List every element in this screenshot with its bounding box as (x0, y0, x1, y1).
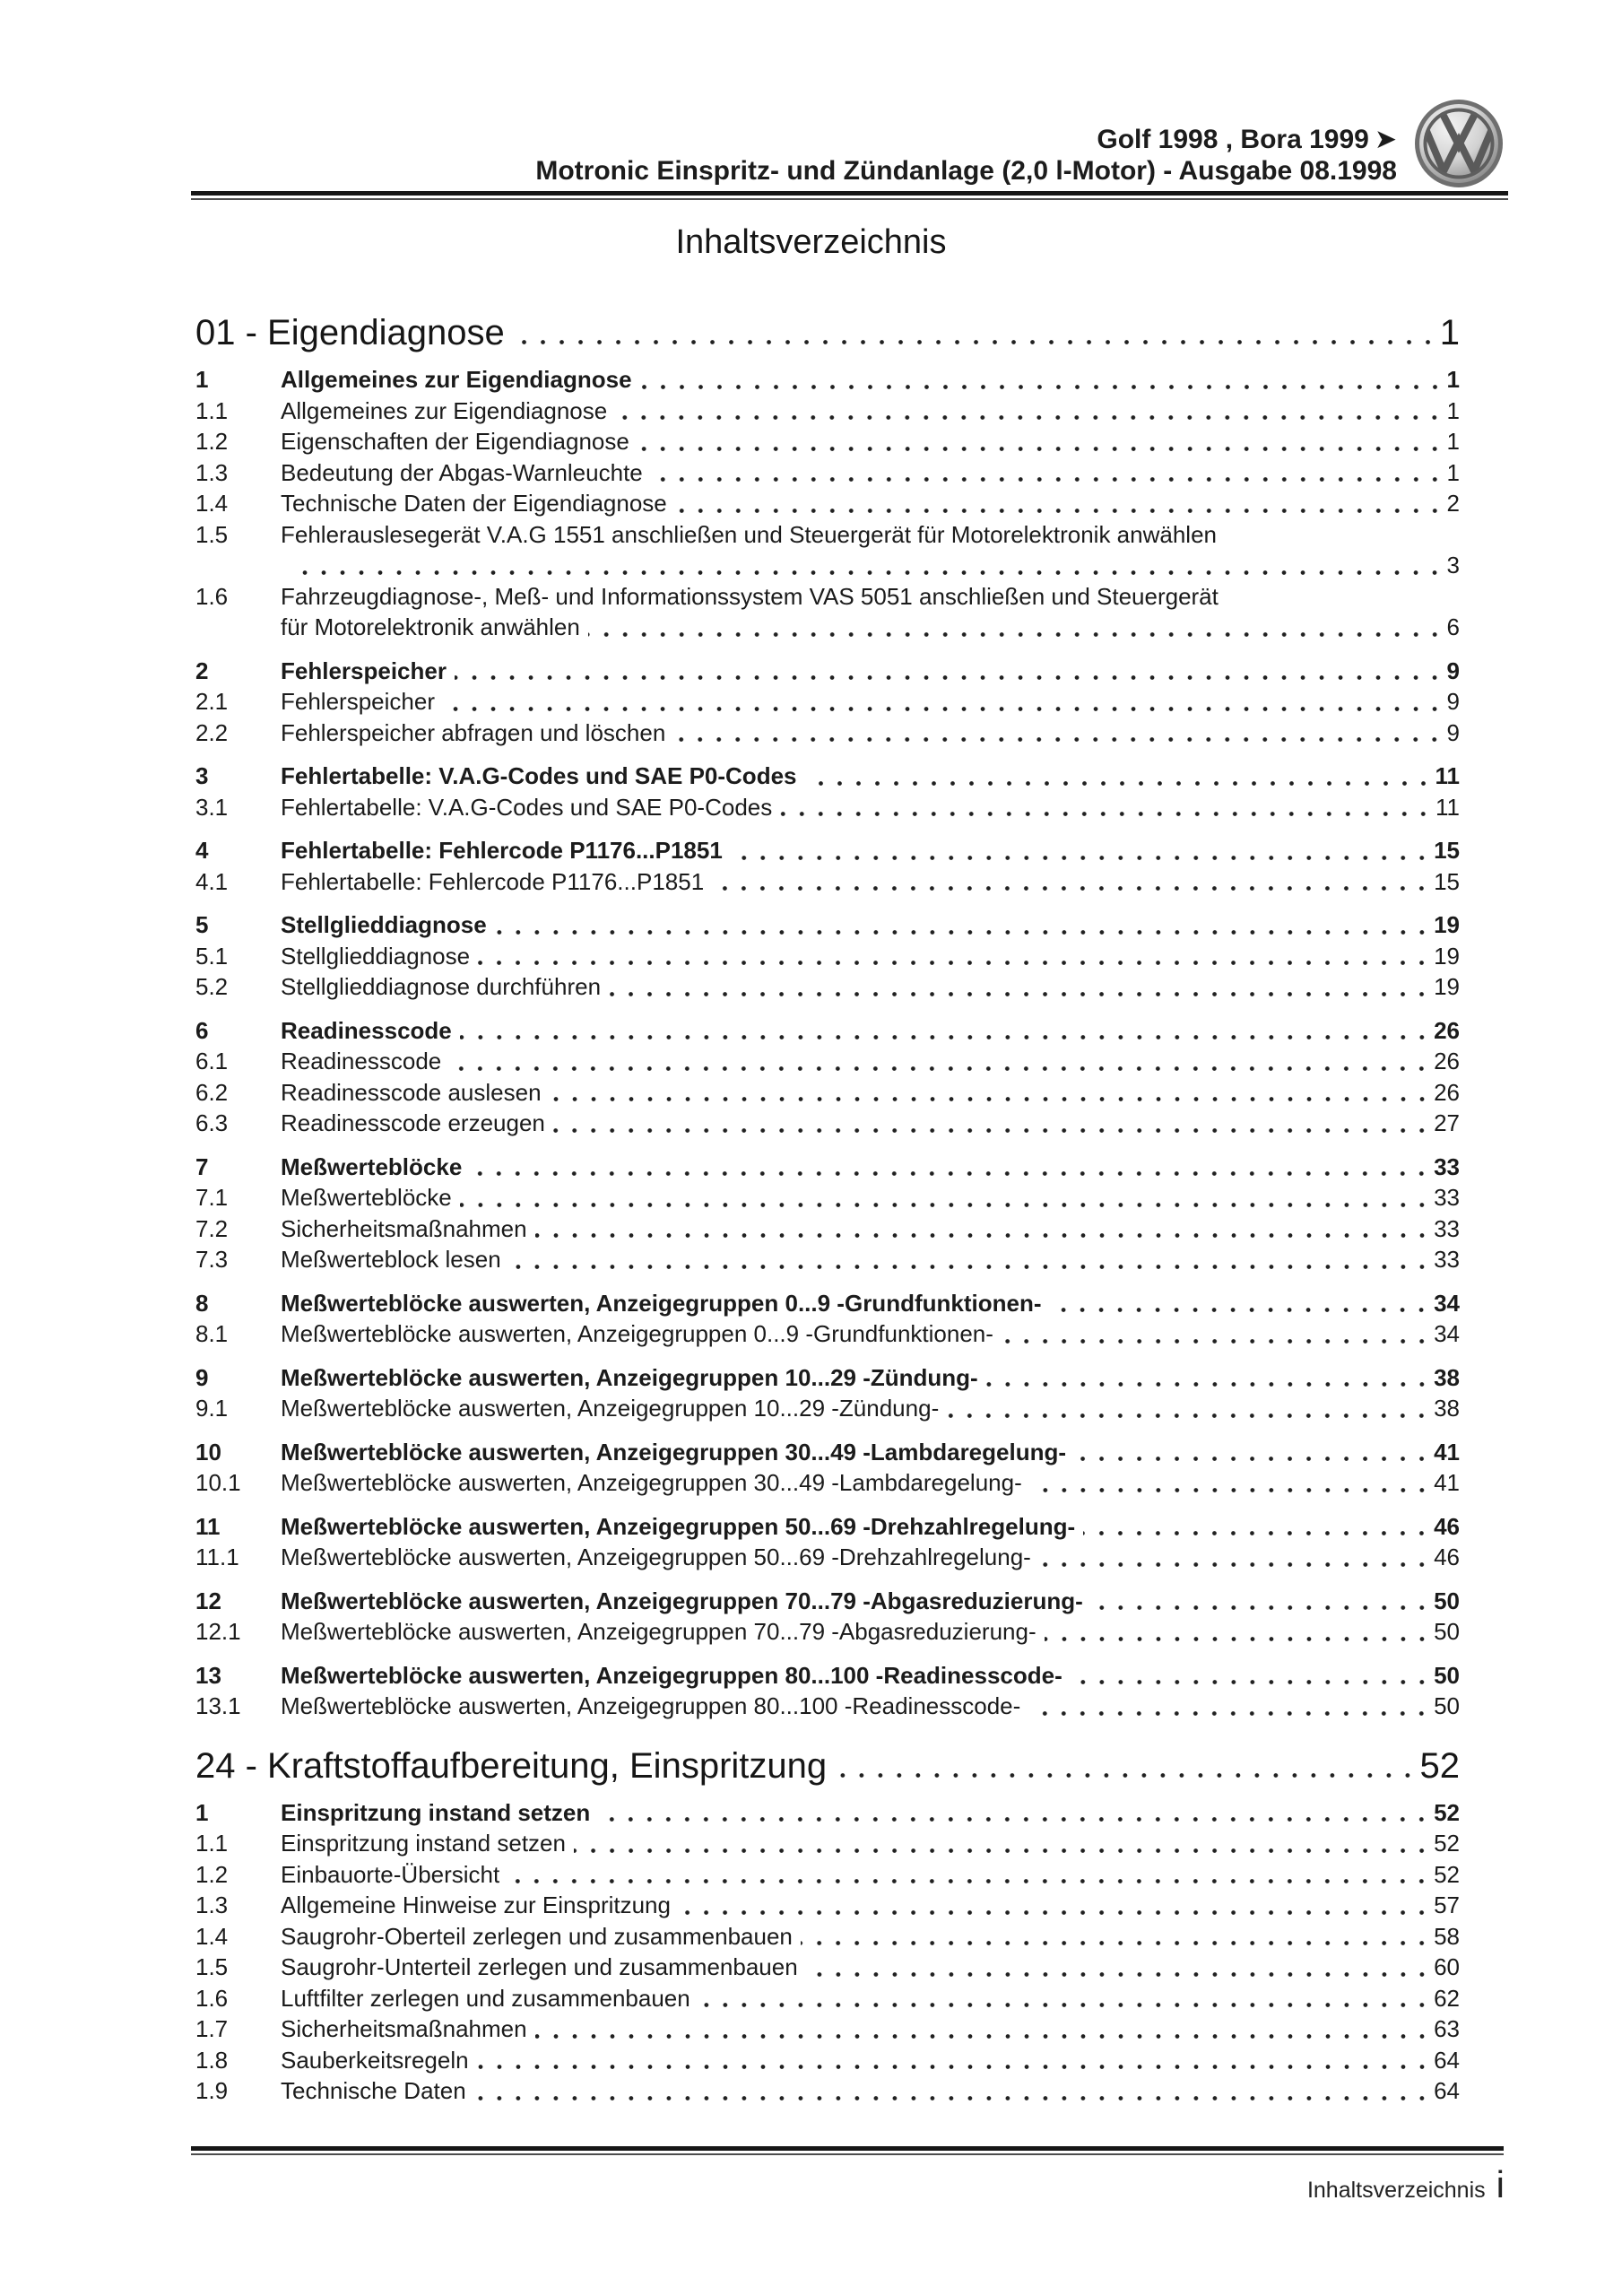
entry-title: Sicherheitsmaßnahmen (281, 1214, 527, 1242)
entry-title: Stellglieddiagnose (281, 942, 471, 970)
dot-leader (460, 1202, 1431, 1208)
chapter-page-number: 52 (1419, 1745, 1460, 1786)
dot-leader (640, 384, 1444, 390)
toc-entry (195, 1288, 1460, 1319)
entry-number: 13 (195, 1661, 221, 1689)
entry-number: 1.5 (195, 1953, 229, 1980)
entry-number: 1.5 (195, 520, 229, 548)
dot-leader (507, 1878, 1431, 1884)
entry-page-number: 27 (1434, 1109, 1460, 1136)
toc-entry (195, 1511, 1460, 1543)
entry-title: Readinesscode (281, 1048, 442, 1074)
dot-leader (449, 1065, 1431, 1072)
entry-title: Stellglieddiagnose (281, 911, 487, 938)
toc (195, 312, 1460, 2107)
entry-number: 1.1 (195, 396, 229, 424)
entry-number: 8 (195, 1289, 209, 1317)
entry-number: 1.3 (195, 458, 229, 486)
dot-leader (673, 736, 1444, 743)
toc-entry (195, 581, 1460, 613)
entry-page-number: 41 (1434, 1438, 1460, 1465)
entry-number: 1.4 (195, 1922, 229, 1950)
vw-logo (1414, 99, 1504, 188)
footer-label: Inhaltsverzeichnis (1306, 2178, 1486, 2203)
entry-title: Fehlertabelle: V.A.G-Codes und SAE P0-Codes (281, 793, 773, 821)
dot-leader (1028, 1710, 1431, 1717)
dot-leader (553, 1127, 1431, 1134)
forward-arrow-icon: ➤ (1374, 125, 1397, 154)
entry-title: Meßwerteblöcke auswerten, Anzeigegruppen 80...100 -Readinesscode- (281, 1661, 1063, 1689)
entry-title: Meßwerteblöcke auswerten, Anzeigegruppen 70...79 -Abgasreduzierung- (281, 1587, 1083, 1614)
entry-page-number: 50 (1434, 1661, 1460, 1689)
entry-number: 13.1 (195, 1692, 241, 1719)
toc-entry (195, 1983, 1460, 2014)
entry-page-number: 33 (1434, 1246, 1460, 1273)
toc-entry (195, 686, 1460, 718)
entry-page-number: 1 (1446, 458, 1460, 486)
dot-leader (1030, 1487, 1431, 1493)
entry-number: 1.6 (195, 1984, 229, 2012)
entry-number: 1 (195, 1798, 209, 1826)
entry-title: Meßwerteblöcke auswerten, Anzeigegruppen 50...69 -Drehzahlregelung- (281, 1544, 1031, 1570)
toc-entry (195, 1362, 1460, 1394)
toc-entry (195, 718, 1460, 749)
dot-leader (478, 960, 1431, 966)
entry-number: 12 (195, 1587, 221, 1614)
entry-title: Meßwerteblöcke auswerten, Anzeigegruppen 70...79 -Abgasreduzierung- (281, 1618, 1037, 1645)
toc-entry (195, 396, 1460, 427)
entry-number: 3 (195, 762, 209, 789)
entry-page-number: 38 (1434, 1395, 1460, 1422)
page-title: Inhaltsverzeichnis (675, 223, 947, 261)
dot-leader (675, 508, 1444, 514)
entry-title: Fahrzeugdiagnose-, Meß- und Informationssystem VAS 5051 anschließen und Steuergerät (281, 582, 1219, 610)
toc-entry (195, 1952, 1460, 1983)
chapter-heading (195, 1745, 1460, 1787)
dot-leader (598, 1816, 1431, 1822)
toc-entry-continuation (195, 550, 1460, 581)
toc-entry (195, 1318, 1460, 1350)
entry-number: 1.2 (195, 428, 229, 455)
toc-entry (195, 426, 1460, 457)
entry-page-number: 63 (1434, 2015, 1460, 2042)
entry-title: Saugrohr-Unterteil zerlegen und zusammenbauen (281, 1953, 798, 1980)
entry-number: 10 (195, 1438, 221, 1465)
entry-number: 5.2 (195, 973, 229, 1000)
toc-entry (195, 457, 1460, 489)
entry-page-number: 33 (1434, 1184, 1460, 1211)
toc-entry (195, 761, 1460, 792)
entry-title: Meßwerteblöcke (281, 1152, 463, 1180)
entry-number: 11 (195, 1512, 221, 1540)
footer-page-number: i (1496, 2163, 1505, 2205)
toc-entry (195, 1586, 1460, 1617)
toc-entry (195, 1691, 1460, 1722)
entry-number: 10.1 (195, 1469, 241, 1496)
dot-leader (550, 1096, 1432, 1102)
toc-entry (195, 1077, 1460, 1109)
entry-page-number: 58 (1434, 1922, 1460, 1950)
dot-leader (574, 1848, 1431, 1854)
dot-leader (986, 1381, 1431, 1387)
chapter-heading (195, 312, 1460, 353)
entry-page-number: 1 (1446, 396, 1460, 424)
toc-entry (195, 1015, 1460, 1047)
toc-entry-continuation (195, 612, 1460, 643)
entry-page-number: 52 (1434, 1860, 1460, 1888)
dot-leader (1091, 1605, 1431, 1611)
entry-page-number: 52 (1434, 1830, 1460, 1857)
entry-title: Meßwerteblöcke auswerten, Anzeigegruppen 10...29 -Zündung- (281, 1395, 940, 1422)
entry-title: Technische Daten (281, 2077, 466, 2104)
dot-leader (535, 1232, 1432, 1239)
entry-title: Einspritzung instand setzen (281, 1830, 566, 1857)
entry-page-number: 19 (1434, 942, 1460, 970)
entry-title: Fehlertabelle: V.A.G-Codes und SAE P0-Codes (281, 762, 797, 789)
entry-title-continued: für Motorelektronik anwählen (281, 613, 580, 640)
entry-number: 3.1 (195, 793, 229, 821)
header-text-block (535, 124, 1397, 187)
entry-page-number: 6 (1446, 613, 1460, 640)
entry-page-number: 41 (1434, 1469, 1460, 1496)
entry-title: Saugrohr-Oberteil zerlegen und zusammenbauen (281, 1922, 793, 1950)
dot-leader (1049, 1307, 1431, 1313)
dot-leader (588, 631, 1444, 638)
entry-title: Technische Daten der Eigendiagnose (281, 490, 667, 517)
entry-number: 6 (195, 1016, 209, 1044)
entry-title: Fehlerspeicher abfragen und löschen (281, 718, 666, 746)
dot-leader (477, 2064, 1432, 2070)
entry-title: Eigenschaften der Eigendiagnose (281, 428, 629, 455)
entry-page-number: 52 (1434, 1798, 1460, 1826)
entry-title: Readinesscode erzeugen (281, 1109, 545, 1136)
entry-number: 1.7 (195, 2015, 229, 2042)
entry-page-number: 46 (1434, 1512, 1460, 1540)
entry-page-number: 50 (1434, 1692, 1460, 1719)
entry-page-number: 1 (1446, 366, 1460, 393)
toc-entry (195, 1660, 1460, 1692)
entry-title: Allgemeine Hinweise zur Einspritzung (281, 1892, 671, 1918)
entry-number: 4 (195, 837, 209, 864)
dot-leader (805, 780, 1433, 787)
entry-number: 7.3 (195, 1246, 229, 1273)
toc-entry (195, 2013, 1460, 2045)
entry-page-number: 64 (1434, 2046, 1460, 2074)
toc-section (195, 1745, 1460, 2107)
dot-leader (712, 885, 1431, 891)
dot-leader (1002, 1338, 1431, 1344)
toc-entry (195, 1393, 1460, 1424)
entry-title: Meßwerteblöcke auswerten, Anzeigegruppen 0...9 -Grundfunktionen- (281, 1289, 1042, 1317)
toc-entry (195, 1616, 1460, 1648)
entry-title: Fehlerauslesegerät V.A.G 1551 anschließen und Steuergerät für Motorelektronik anwählen (281, 520, 1217, 548)
dot-leader (474, 2095, 1431, 2101)
toc-entry (195, 792, 1460, 823)
dot-leader (806, 1971, 1431, 1978)
dot-leader (679, 1909, 1431, 1916)
entry-page-number: 9 (1446, 718, 1460, 746)
entry-number: 6.1 (195, 1048, 229, 1074)
entry-page-number: 2 (1446, 490, 1460, 517)
header-rule (191, 191, 1508, 201)
dot-leader (698, 2002, 1431, 2008)
entry-title: Fehlerspeicher (281, 688, 435, 715)
entry-page-number: 33 (1434, 1214, 1460, 1242)
dot-leader (289, 570, 1444, 576)
dot-leader (801, 1940, 1431, 1946)
dot-leader (460, 1034, 1431, 1040)
dot-leader (780, 811, 1433, 817)
entry-number: 1.6 (195, 582, 229, 610)
chapter-title: 01 - Eigendiagnose (195, 313, 505, 352)
dot-leader (1039, 1561, 1431, 1568)
dot-leader (443, 706, 1444, 712)
dot-leader (609, 991, 1431, 997)
entry-title: Sicherheitsmaßnahmen (281, 2015, 527, 2042)
entry-number: 2 (195, 657, 209, 684)
chapter-page-number: 1 (1439, 313, 1460, 352)
entry-page-number: 11 (1436, 793, 1460, 821)
entry-title: Einspritzung instand setzen (281, 1798, 591, 1826)
dot-leader (837, 1772, 1417, 1779)
entry-page-number: 34 (1434, 1289, 1460, 1317)
toc-entry (195, 1921, 1460, 1952)
entry-title: Meßwerteblöcke auswerten, Anzeigegruppen 80...100 -Readinesscode- (281, 1692, 1021, 1719)
toc-entry (195, 866, 1460, 898)
entry-page-number: 50 (1434, 1587, 1460, 1614)
entry-number: 11.1 (195, 1544, 239, 1570)
entry-title: Einbauorte-Übersicht (281, 1860, 500, 1888)
dot-leader (535, 2033, 1432, 2039)
entry-title: Stellglieddiagnose durchführen (281, 973, 602, 1000)
entry-title: Meßwerteblöcke auswerten, Anzeigegruppen 30...49 -Lambdaregelung- (281, 1438, 1067, 1465)
entry-page-number: 57 (1434, 1892, 1460, 1918)
entry-number: 12.1 (195, 1618, 241, 1645)
entry-title: Fehlerspeicher (281, 657, 447, 684)
entry-title: Fehlertabelle: Fehlercode P1176...P1851 (281, 867, 705, 895)
toc-entry (195, 909, 1460, 941)
entry-number: 1.4 (195, 490, 229, 517)
dot-leader (638, 446, 1444, 452)
toc-entry (195, 519, 1460, 551)
entry-number: 1.1 (195, 1830, 229, 1857)
header-subject-line: Motronic Einspritz- und Zündanlage (2,0 l-Motor) - Ausgabe 08.1998 (535, 156, 1397, 186)
entry-number: 6.2 (195, 1078, 229, 1106)
entry-title: Readinesscode auslesen (281, 1078, 542, 1106)
dot-leader (947, 1413, 1431, 1419)
entry-title: Meßwerteblöcke auswerten, Anzeigegruppen 50...69 -Drehzahlregelung- (281, 1512, 1076, 1540)
toc-entry (195, 1244, 1460, 1275)
dot-leader (615, 414, 1444, 421)
entry-page-number: 34 (1434, 1320, 1460, 1347)
entry-page-number: 9 (1446, 657, 1460, 684)
header-model-text: Golf 1998 , Bora 1999 (1097, 125, 1369, 154)
entry-page-number: 26 (1434, 1048, 1460, 1074)
entry-title: Meßwerteblöcke auswerten, Anzeigegruppen 0...9 -Grundfunktionen- (281, 1320, 993, 1347)
toc-entry (195, 1828, 1460, 1859)
entry-title: Allgemeines zur Eigendiagnose (281, 396, 608, 424)
dot-leader (1071, 1679, 1431, 1685)
footer-text-block (1307, 2163, 1505, 2206)
entry-page-number: 1 (1446, 428, 1460, 455)
header-model-line (535, 124, 1397, 155)
toc-entry (195, 656, 1460, 687)
entry-page-number: 19 (1434, 911, 1460, 938)
toc-entry (195, 1467, 1460, 1499)
entry-page-number: 15 (1434, 837, 1460, 864)
chapter-title: 24 - Kraftstoffaufbereitung, Einspritzung (195, 1745, 828, 1786)
dot-leader (516, 339, 1437, 345)
entry-title: Sauberkeitsregeln (281, 2046, 469, 2074)
dot-leader (495, 929, 1431, 935)
entry-number: 9.1 (195, 1395, 229, 1422)
entry-number: 5 (195, 911, 209, 938)
entry-number: 1.9 (195, 2077, 229, 2104)
entry-number: 1 (195, 366, 209, 393)
entry-title: Meßwerteblöcke auswerten, Anzeigegruppen 30...49 -Lambdaregelung- (281, 1469, 1022, 1496)
toc-entry (195, 488, 1460, 519)
footer-rule (191, 2146, 1504, 2156)
entry-page-number: 26 (1434, 1016, 1460, 1044)
entry-number: 1.2 (195, 1860, 229, 1888)
entry-number: 6.3 (195, 1109, 229, 1136)
entry-number: 4.1 (195, 867, 229, 895)
dot-leader (1083, 1530, 1431, 1536)
entry-page-number: 9 (1446, 688, 1460, 715)
entry-page-number: 38 (1434, 1363, 1460, 1391)
toc-entry (195, 2045, 1460, 2076)
dot-leader (509, 1264, 1431, 1270)
entry-page-number: 19 (1434, 973, 1460, 1000)
dot-leader (1074, 1456, 1431, 1462)
entry-number: 7.2 (195, 1214, 229, 1242)
toc-entry (195, 1890, 1460, 1921)
toc-entry (195, 1182, 1460, 1213)
entry-number: 2.2 (195, 718, 229, 746)
entry-number: 7.1 (195, 1184, 229, 1211)
entry-title: Meßwerteblock lesen (281, 1246, 501, 1273)
toc-entry (195, 1152, 1460, 1183)
entry-page-number: 15 (1434, 867, 1460, 895)
dot-leader (651, 476, 1444, 483)
toc-entry (195, 1542, 1460, 1573)
entry-title: Meßwerteblöcke (281, 1184, 452, 1211)
entry-number: 5.1 (195, 942, 229, 970)
entry-title: Meßwerteblöcke auswerten, Anzeigegruppen 10...29 -Zündung- (281, 1363, 978, 1391)
entry-page-number: 64 (1434, 2077, 1460, 2104)
toc-entry (195, 1046, 1460, 1077)
toc-entry (195, 835, 1460, 866)
entry-title: Bedeutung der Abgas-Warnleuchte (281, 458, 643, 486)
entry-number: 1.3 (195, 1892, 229, 1918)
dot-leader (455, 674, 1444, 681)
entry-page-number: 26 (1434, 1078, 1460, 1106)
dot-leader (470, 1170, 1431, 1177)
toc-entry (195, 941, 1460, 972)
entry-title: Allgemeines zur Eigendiagnose (281, 366, 632, 393)
dot-leader (1045, 1636, 1431, 1642)
entry-title: Fehlertabelle: Fehlercode P1176...P1851 (281, 837, 723, 864)
entry-page-number: 3 (1446, 552, 1460, 578)
entry-title: Readinesscode (281, 1016, 452, 1044)
entry-page-number: 46 (1434, 1544, 1460, 1570)
dot-leader (731, 855, 1431, 861)
toc-entry (195, 1213, 1460, 1245)
entry-page-number: 62 (1434, 1984, 1460, 2012)
entry-page-number: 33 (1434, 1152, 1460, 1180)
toc-entry (195, 971, 1460, 1003)
entry-number: 1.8 (195, 2046, 229, 2074)
entry-page-number: 11 (1435, 762, 1460, 789)
entry-page-number: 50 (1434, 1618, 1460, 1645)
toc-entry (195, 1797, 1460, 1829)
entry-number: 7 (195, 1152, 209, 1180)
entry-page-number: 60 (1434, 1953, 1460, 1980)
toc-section (195, 312, 1460, 1722)
entry-number: 2.1 (195, 688, 229, 715)
toc-entry (195, 1108, 1460, 1139)
entry-title: Luftfilter zerlegen und zusammenbauen (281, 1984, 690, 2012)
entry-number: 8.1 (195, 1320, 229, 1347)
toc-entry (195, 364, 1460, 396)
toc-entry (195, 1859, 1460, 1891)
toc-entry (195, 1437, 1460, 1468)
toc-entry (195, 2075, 1460, 2107)
entry-number: 9 (195, 1363, 209, 1391)
